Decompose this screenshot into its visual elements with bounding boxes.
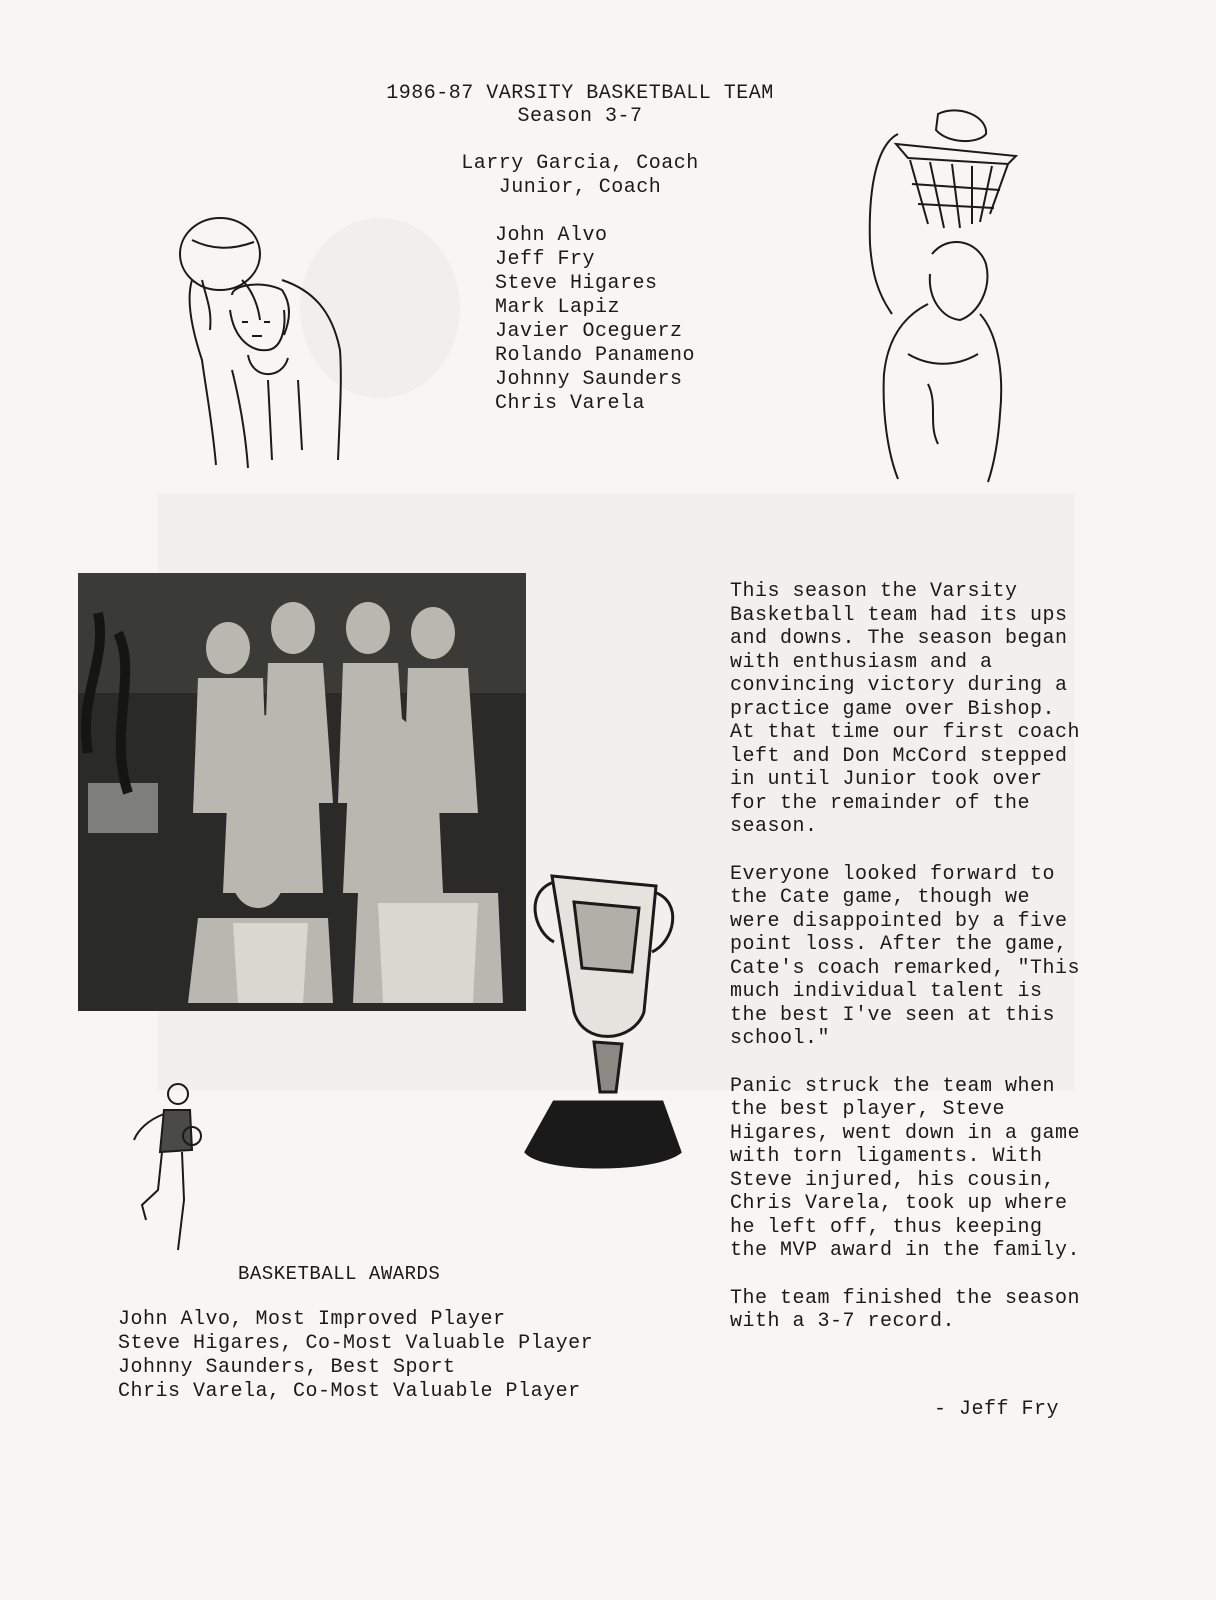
story-paragraph: The team finished the season with a 3-7 record.	[730, 1286, 1081, 1333]
head-coach: Larry Garcia, Coach	[461, 152, 699, 175]
awards-list	[118, 1308, 593, 1404]
story-paragraph: Panic struck the team when the best player, Steve Higares, went down in a game with torn ligaments. With Steve injured, his cousin, Chris Varela, took up where he left off, thus keeping the MVP award in the family.	[730, 1074, 1081, 1262]
roster-player: John Alvo	[495, 224, 608, 247]
roster-player: Johnny Saunders	[495, 368, 683, 391]
team-roster	[495, 224, 695, 416]
author-signature: - Jeff Fry	[934, 1398, 1060, 1421]
team-photo	[78, 573, 526, 1011]
roster-player: Steve Higares	[495, 272, 658, 295]
award-item: Steve Higares, Co-Most Valuable Player	[118, 1332, 594, 1355]
awards-heading: BASKETBALL AWARDS	[238, 1263, 441, 1285]
season-record: Season 3-7	[517, 105, 643, 128]
dunker-sketch-icon	[868, 104, 1018, 484]
page-title: 1986-87 VARSITY BASKETBALL TEAM	[386, 82, 774, 105]
roster-player: Mark Lapiz	[495, 296, 621, 319]
award-item: Chris Varela, Co-Most Valuable Player	[118, 1380, 581, 1403]
story-paragraph: Everyone looked forward to the Cate game, though we were disappointed by a five point loss. After the game, Cate's coach remarked, "This much individual talent is the best I've seen at this school."	[730, 862, 1081, 1050]
assistant-coach: Junior, Coach	[498, 176, 662, 199]
dribbler-sketch-icon	[128, 1080, 208, 1255]
season-story	[730, 580, 1170, 1358]
story-paragraph: This season the Varsity Basketball team had its ups and downs. The season began with enthusiasm and a convincing victory during a practice game over Bishop. At that time our first coach left and Don McCord stepped in until Junior took over for the remainder of the season.	[730, 580, 1081, 838]
roster-player: Rolando Panameno	[495, 344, 696, 367]
award-item: Johnny Saunders, Best Sport	[118, 1356, 456, 1379]
roster-player: Jeff Fry	[495, 248, 596, 271]
shooter-sketch-icon	[172, 210, 362, 480]
roster-player: Chris Varela	[495, 392, 646, 415]
roster-player: Javier Oceguerz	[495, 320, 683, 343]
trophy-icon	[504, 862, 694, 1182]
award-item: John Alvo, Most Improved Player	[118, 1308, 506, 1331]
